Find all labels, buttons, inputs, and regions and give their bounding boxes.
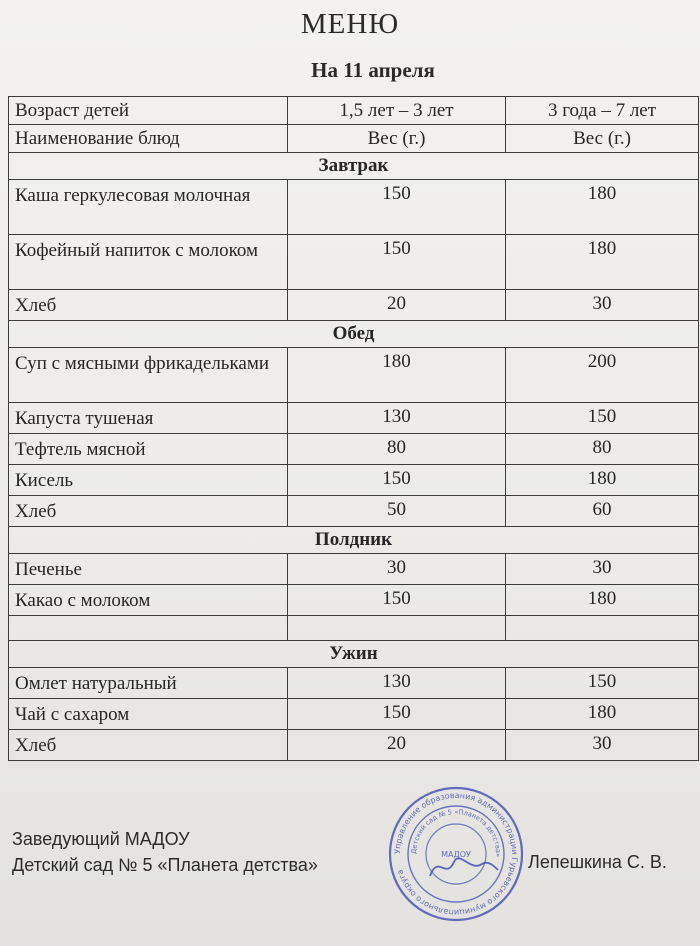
section-title-dinner: Ужин <box>9 641 699 668</box>
section-row <box>9 641 699 668</box>
dish-weight-1: 20 <box>288 290 506 321</box>
dish-weight-1: 150 <box>288 235 506 290</box>
page-title: МЕНЮ <box>300 8 400 40</box>
weight-label-1: Вес (г.) <box>288 125 506 153</box>
dish-weight-2: 30 <box>506 290 699 321</box>
signer-name: Лепешкина С. В. <box>528 852 667 872</box>
dish-weight-2: 80 <box>506 434 699 465</box>
dish-weight-2: 180 <box>506 585 699 616</box>
dish-weight-1: 130 <box>288 668 506 699</box>
dish-weight-1: 130 <box>288 403 506 434</box>
dish-weight-2: 150 <box>506 668 699 699</box>
section-title-lunch: Обед <box>9 321 699 348</box>
signature-block <box>12 826 318 878</box>
dish-weight-2: 180 <box>506 180 699 235</box>
table-header-row <box>9 97 699 125</box>
section-row <box>9 527 699 554</box>
dish-weight-2: 180 <box>506 235 699 290</box>
table-row <box>9 730 699 761</box>
dish-weight-1: 150 <box>288 465 506 496</box>
dish-name: Печенье <box>9 554 288 585</box>
dish-name: Чай с сахаром <box>9 699 288 730</box>
dish-name: Хлеб <box>9 290 288 321</box>
dish-weight-2: 30 <box>506 554 699 585</box>
table-row <box>9 403 699 434</box>
dish-weight-1: 150 <box>288 699 506 730</box>
dish-weight-1: 50 <box>288 496 506 527</box>
dish-name: Тефтель мясной <box>9 434 288 465</box>
stamp-outer-text: Управление образования администрации Гурьевского муниципального округа <box>392 790 520 918</box>
dish-weight-1: 80 <box>288 434 506 465</box>
dish-name: Капуста тушеная <box>9 403 288 434</box>
signer-position: Заведующий МАДОУ <box>12 829 190 849</box>
table-row <box>9 235 699 290</box>
round-stamp-icon <box>386 784 526 924</box>
age-group-1: 1,5 лет – 3 лет <box>288 97 506 125</box>
dish-weight-1: 20 <box>288 730 506 761</box>
table-row <box>9 699 699 730</box>
dish-weight-2: 30 <box>506 730 699 761</box>
table-row <box>9 434 699 465</box>
signer-organization: Детский сад № 5 «Планета детства» <box>12 855 318 875</box>
empty-cell <box>506 616 699 641</box>
empty-cell <box>9 616 288 641</box>
section-row <box>9 321 699 348</box>
table-row <box>9 180 699 235</box>
dish-weight-2: 180 <box>506 699 699 730</box>
table-row-empty <box>9 616 699 641</box>
dish-name: Кисель <box>9 465 288 496</box>
weight-label-2: Вес (г.) <box>506 125 699 153</box>
dish-weight-1: 150 <box>288 585 506 616</box>
stamp-inner-text: Детский сад № 5 «Планета детства» <box>409 807 503 858</box>
table-row <box>9 668 699 699</box>
section-title-snack: Полдник <box>9 527 699 554</box>
dish-weight-2: 60 <box>506 496 699 527</box>
section-row <box>9 153 699 180</box>
dish-weight-2: 150 <box>506 403 699 434</box>
stamp-center-text: МАДОУ <box>441 850 471 859</box>
dish-name: Кофейный напиток с молоком <box>9 235 288 290</box>
table-row <box>9 348 699 403</box>
empty-cell <box>288 616 506 641</box>
dish-weight-2: 200 <box>506 348 699 403</box>
table-row <box>9 585 699 616</box>
table-header-row <box>9 125 699 153</box>
table-row <box>9 496 699 527</box>
dish-name: Хлеб <box>9 730 288 761</box>
dish-label: Наименование блюд <box>9 125 288 153</box>
dish-name: Омлет натуральный <box>9 668 288 699</box>
dish-weight-1: 150 <box>288 180 506 235</box>
menu-date: На 11 апреля <box>311 58 435 82</box>
age-group-2: 3 года – 7 лет <box>506 97 699 125</box>
table-row <box>9 465 699 496</box>
dish-weight-2: 180 <box>506 465 699 496</box>
dish-name: Каша геркулесовая молочная <box>9 180 288 235</box>
dish-weight-1: 180 <box>288 348 506 403</box>
age-label: Возраст детей <box>9 97 288 125</box>
dish-weight-1: 30 <box>288 554 506 585</box>
dish-name: Хлеб <box>9 496 288 527</box>
menu-table <box>8 96 699 761</box>
table-row <box>9 554 699 585</box>
table-row <box>9 290 699 321</box>
signature-icon <box>430 858 498 876</box>
dish-name: Какао с молоком <box>9 585 288 616</box>
section-title-breakfast: Завтрак <box>9 153 699 180</box>
dish-name: Суп с мясными фрикадельками <box>9 348 288 403</box>
